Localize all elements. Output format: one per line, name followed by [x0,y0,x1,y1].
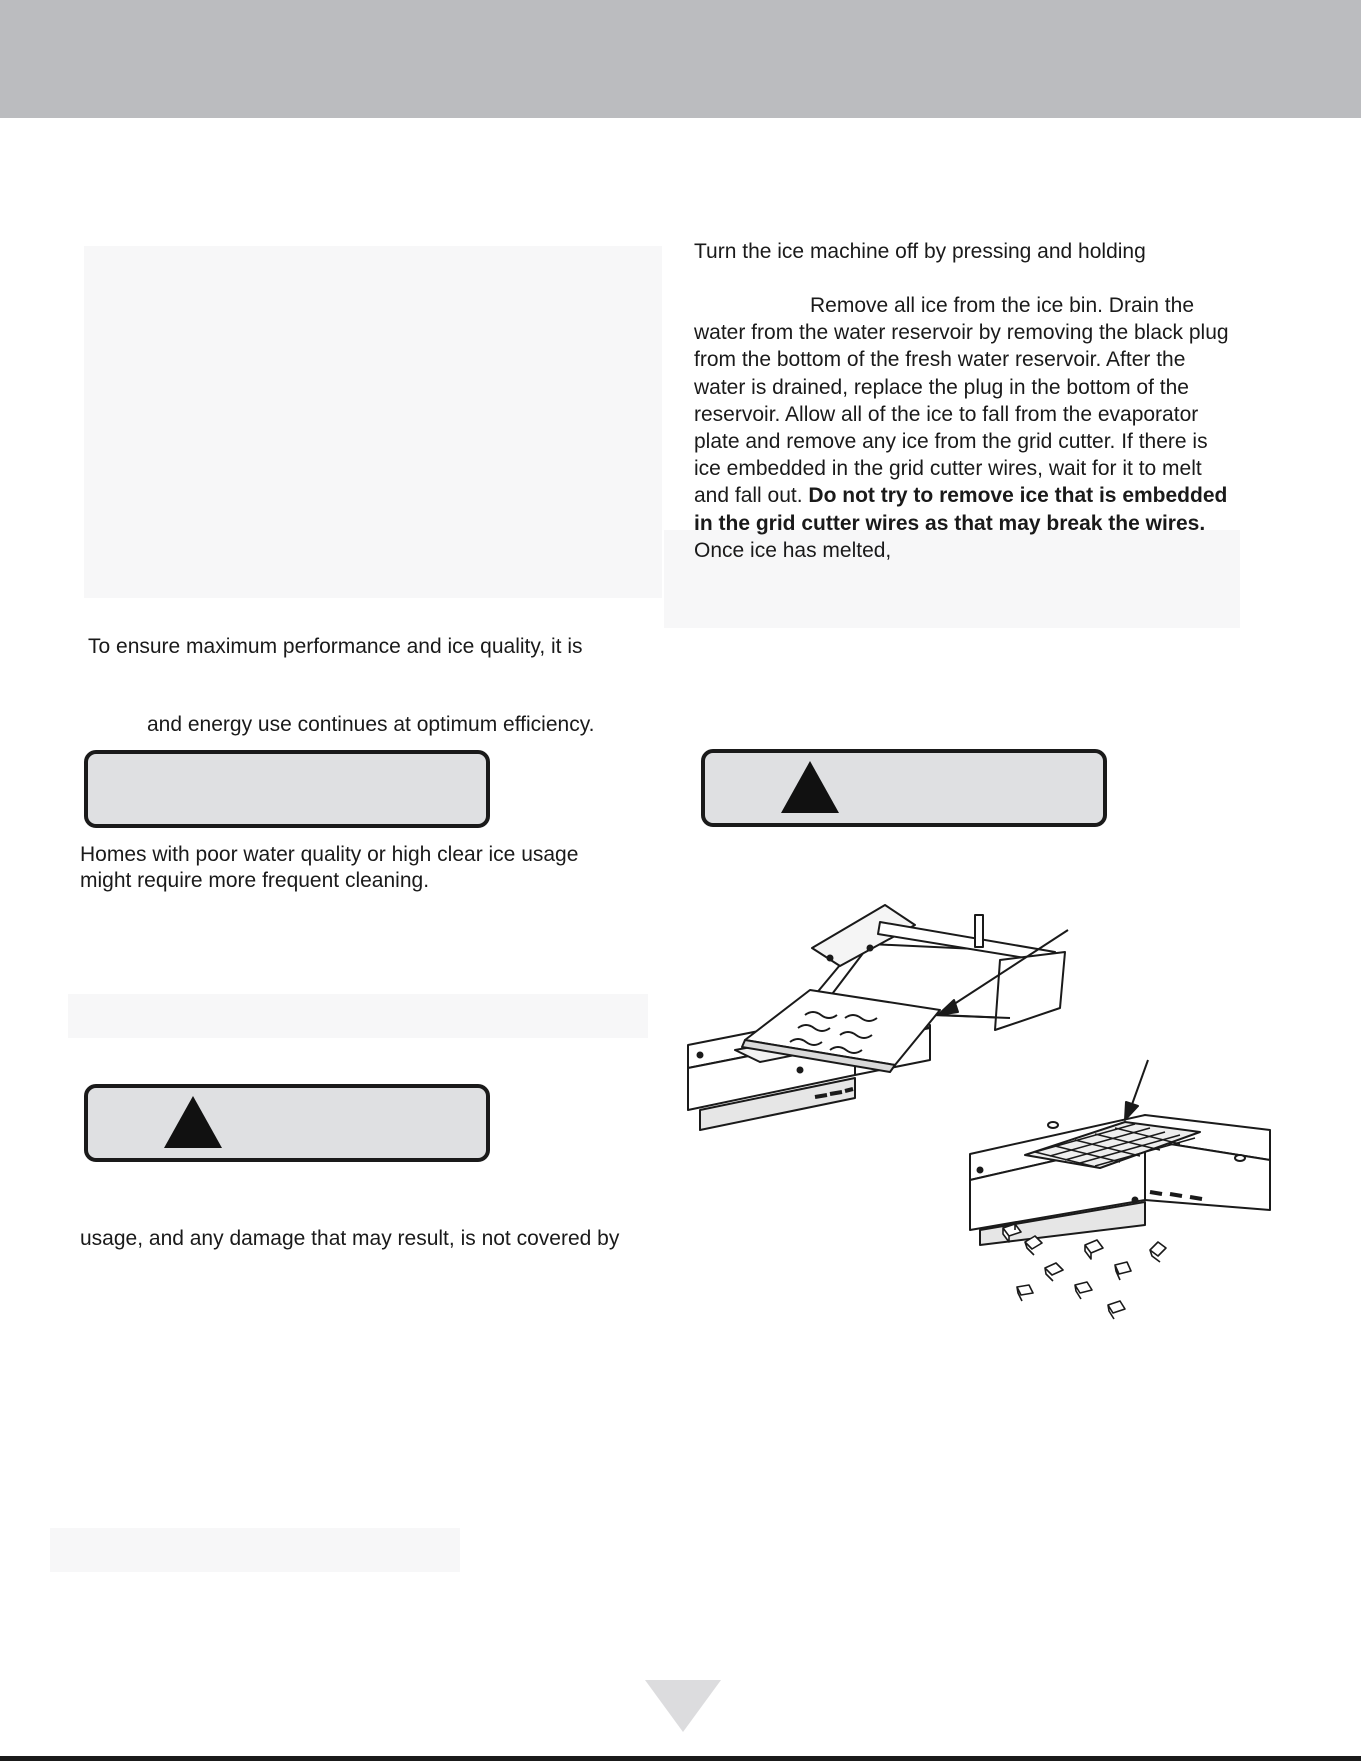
warning-triangle-icon [781,761,839,813]
energy-efficiency-text: and energy use continues at optimum efficiency. [147,713,595,736]
paragraph-line-9 [694,510,1229,537]
paragraph-line-5: reservoir. Allow all of the ice to fall from the evaporator [694,402,1199,426]
paragraph-line-10: Once ice has melted, [694,538,892,562]
homes-water-quality-line-1: Homes with poor water quality or high clear ice usage [80,843,579,866]
evaporator-plate-and-grid-cutter-diagram [680,900,1280,1340]
note-callout-box [84,750,490,828]
paragraph-line-3: from the bottom of the fresh water reservoir. After the [694,348,1186,372]
homes-water-quality-line-2: might require more frequent cleaning. [80,869,430,892]
turn-off-instruction: Turn the ice machine off by pressing and holding [694,240,1146,263]
warranty-usage-text: usage, and any damage that may result, is not covered by [80,1227,620,1250]
left-shaded-panel [84,246,662,598]
maintenance-ensure-text: To ensure maximum performance and ice quality, it is [88,635,583,658]
paragraph-line-6: plate and remove any ice from the grid cutter. If there is [694,430,1208,454]
page-down-arrow-icon [645,1680,721,1732]
right-warning-callout-box [701,749,1107,827]
paragraph-line-8 [694,482,1229,509]
left-shaded-band [68,994,648,1038]
paragraph-line-1: Remove all ice from the ice bin. Drain the [810,294,1194,317]
paragraph-line-4: water is drained, replace the plug in the bottom of the [694,375,1189,399]
drain-instructions-paragraph [694,292,1229,564]
fall-out-text: and fall out. [694,484,809,508]
header-band [0,0,1361,118]
warning-bold-text-1: Do not try to remove ice that is embedded [808,484,1228,508]
warning-triangle-icon [164,1096,222,1148]
paragraph-line-2: water from the water reservoir by removing the black plug [694,321,1229,345]
bottom-shaded-band [50,1528,460,1572]
left-warning-callout-box [84,1084,490,1162]
warning-bold-text-2: in the grid cutter wires as that may break the wires. [694,511,1206,535]
paragraph-line-7: ice embedded in the grid cutter wires, wait for it to melt [694,457,1202,481]
bottom-rule [0,1756,1361,1761]
